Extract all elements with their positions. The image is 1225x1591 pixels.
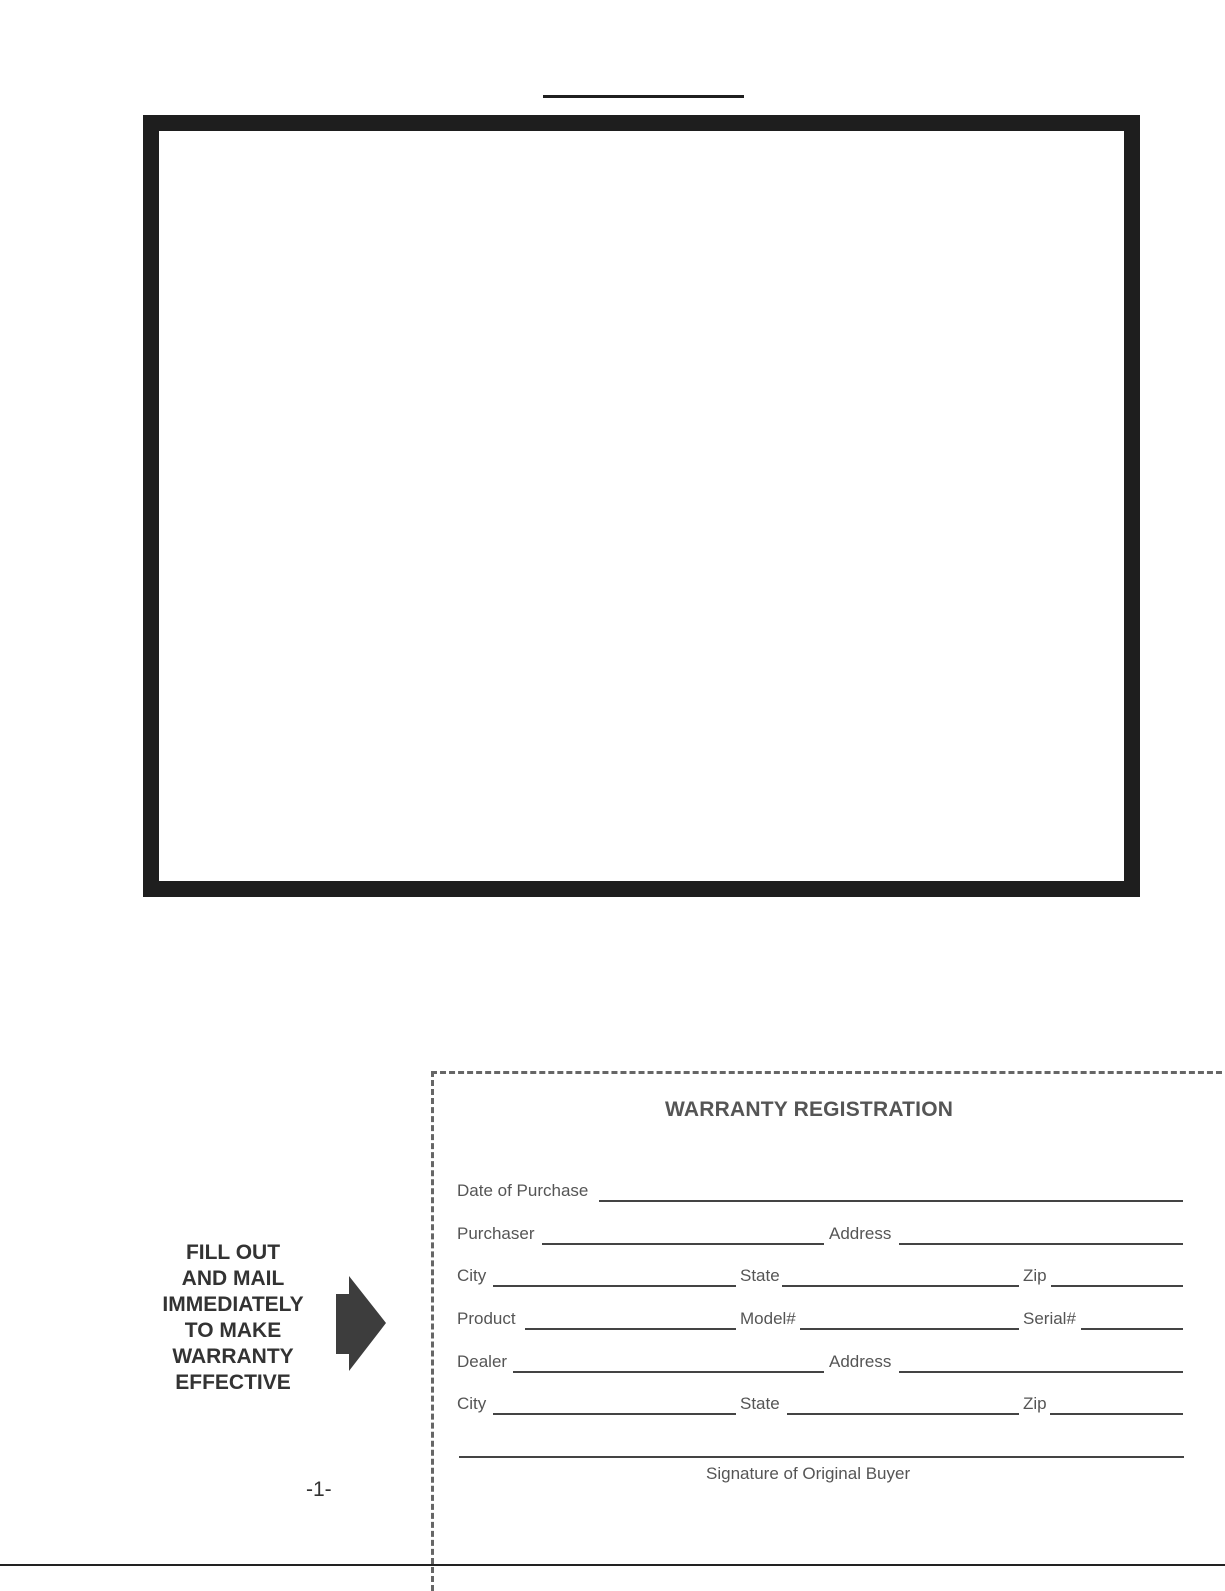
dealer-label: Dealer [457,1352,508,1371]
purchaser-zip-label: Zip [1023,1266,1047,1285]
signature-line[interactable] [459,1456,1184,1458]
instruction-line: TO MAKE [184,1319,282,1342]
dealer-zip-label: Zip [1023,1394,1047,1413]
date-of-purchase-label: Date of Purchase [457,1181,589,1200]
instruction-line: WARRANTY [172,1345,294,1368]
purchaser-city-line[interactable] [493,1285,736,1287]
arrow-right-icon [336,1276,386,1371]
dealer-state-line[interactable] [787,1413,1019,1415]
purchaser-state-label: State [740,1266,780,1285]
model-label: Model# [740,1309,796,1328]
dealer-city-line[interactable] [493,1413,736,1415]
purchaser-zip-line[interactable] [1051,1285,1183,1287]
dealer-line[interactable] [513,1371,824,1373]
purchaser-address-label: Address [829,1224,892,1243]
purchaser-line[interactable] [542,1243,824,1245]
content-frame [143,115,1140,897]
dealer-city-label: City [457,1394,487,1413]
instruction-line: EFFECTIVE [175,1371,291,1394]
serial-label: Serial# [1023,1309,1076,1328]
signature-caption: Signature of Original Buyer [706,1464,911,1483]
page-number: -1- [306,1478,332,1501]
product-label: Product [457,1309,516,1328]
purchaser-address-line[interactable] [899,1243,1183,1245]
purchaser-label: Purchaser [457,1224,535,1243]
serial-line[interactable] [1081,1328,1183,1330]
model-line[interactable] [800,1328,1019,1330]
purchaser-city-label: City [457,1266,487,1285]
date-of-purchase-line[interactable] [599,1200,1183,1202]
dealer-zip-line[interactable] [1050,1413,1183,1415]
footer-rule [0,1564,1225,1566]
instruction-line: IMMEDIATELY [162,1293,304,1316]
purchaser-state-line[interactable] [782,1285,1019,1287]
dealer-address-line[interactable] [899,1371,1183,1373]
card-title: WARRANTY REGISTRATION [665,1098,954,1121]
dealer-address-label: Address [829,1352,892,1371]
product-line[interactable] [525,1328,736,1330]
header-rule [543,95,744,98]
instruction-line: FILL OUT [185,1241,281,1264]
mail-instructions [148,1240,318,1396]
instruction-line: AND MAIL [181,1267,285,1290]
warranty-registration-card [431,1071,1225,1591]
dealer-state-label: State [740,1394,780,1413]
